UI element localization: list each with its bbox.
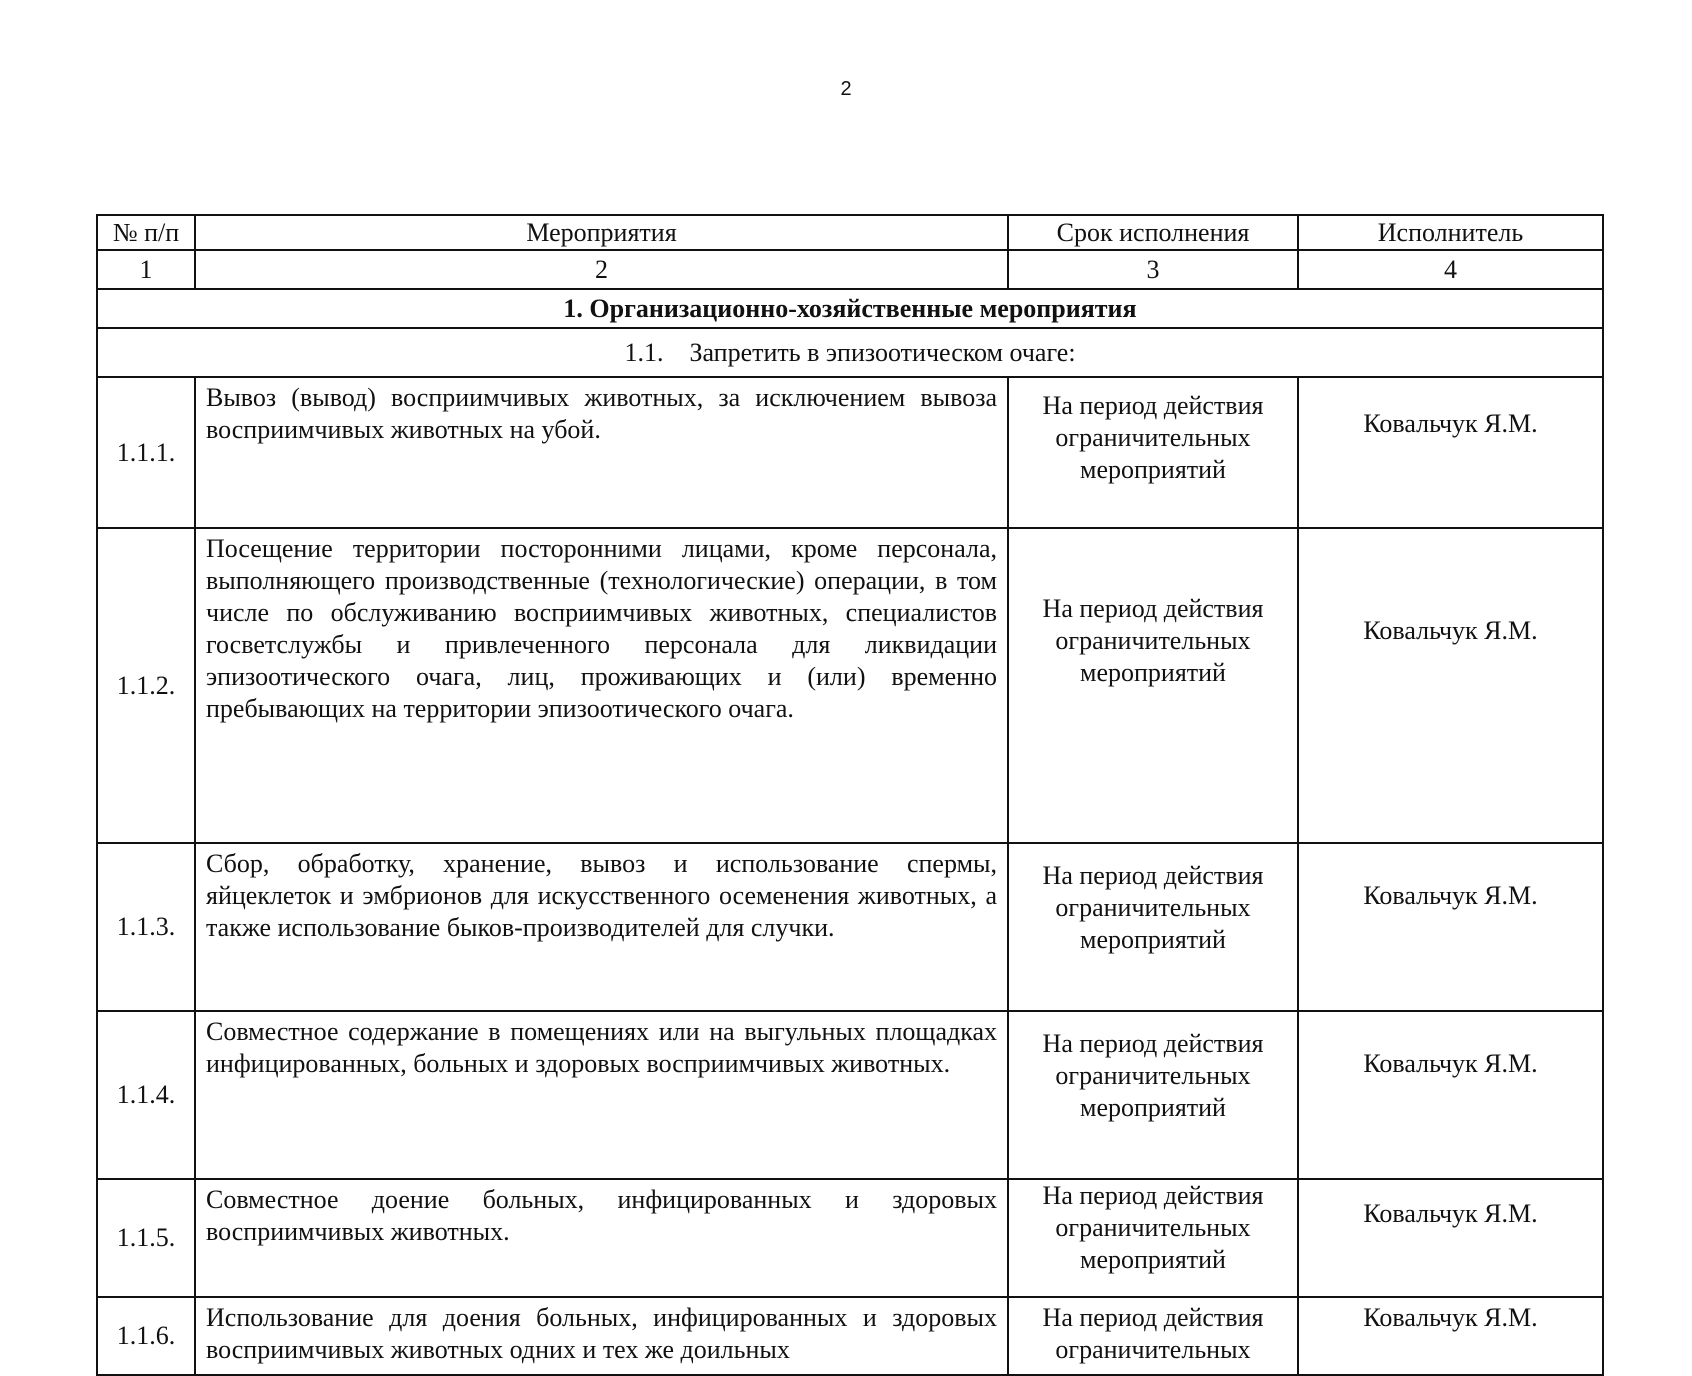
- row-deadline: На период действия ограничительных: [1008, 1297, 1298, 1375]
- section-title: 1. Организационно-хозяйственные мероприятия: [97, 289, 1603, 328]
- column-number: 3: [1008, 250, 1298, 289]
- row-measure: Совместное доение больных, инфицированных и здоровых восприимчивых животных.: [195, 1179, 1008, 1297]
- row-executor: Ковальчук Я.М.: [1298, 377, 1603, 528]
- column-number: 4: [1298, 250, 1603, 289]
- table-row: [97, 1011, 1603, 1179]
- page-number: 2: [840, 78, 852, 100]
- row-measure: Сбор, обработку, хранение, вывоз и использование спермы, яйцеклеток и эмбрионов для искусственного осеменения животных, а также использование быков-производителей для случки.: [195, 843, 1008, 1011]
- header-measures: Мероприятия: [195, 215, 1008, 250]
- measures-table: [96, 214, 1604, 1376]
- table-row: [97, 843, 1603, 1011]
- row-number: 1.1.3.: [97, 843, 195, 1011]
- column-number: 2: [195, 250, 1008, 289]
- row-number: 1.1.1.: [97, 377, 195, 528]
- row-deadline: На период действия ограничительных мероприятий: [1008, 843, 1298, 1011]
- row-deadline: На период действия ограничительных мероприятий: [1008, 1011, 1298, 1179]
- subsection-cell: [97, 328, 1603, 377]
- section-row: [97, 289, 1603, 328]
- column-numbers-row: [97, 250, 1603, 289]
- row-deadline: На период действия ограничительных мероприятий: [1008, 528, 1298, 843]
- table-row: [97, 528, 1603, 843]
- subsection-row: [97, 328, 1603, 377]
- subsection-title: Запретить в эпизоотическом очаге:: [689, 337, 1076, 367]
- header-deadline: Срок исполнения: [1008, 215, 1298, 250]
- table-row: [97, 1297, 1603, 1375]
- row-executor: Ковальчук Я.М.: [1298, 1297, 1603, 1375]
- row-number: 1.1.4.: [97, 1011, 195, 1179]
- row-measure: Совместное содержание в помещениях или на выгульных площадках инфицированных, больных и здоровых восприимчивых животных.: [195, 1011, 1008, 1179]
- row-executor: Ковальчук Я.М.: [1298, 843, 1603, 1011]
- header-number: № п/п: [97, 215, 195, 250]
- row-executor: Ковальчук Я.М.: [1298, 528, 1603, 843]
- table-row: [97, 377, 1603, 528]
- header-executor: Исполнитель: [1298, 215, 1603, 250]
- row-measure: Использование для доения больных, инфицированных и здоровых восприимчивых животных одних и тех же доильных: [195, 1297, 1008, 1375]
- row-number: 1.1.6.: [97, 1297, 195, 1375]
- subsection-number: 1.1.: [624, 337, 664, 367]
- table-header-row: [97, 215, 1603, 250]
- row-deadline: На период действия ограничительных мероприятий: [1008, 377, 1298, 528]
- row-deadline: На период действия ограничительных мероприятий: [1008, 1179, 1298, 1297]
- row-number: 1.1.2.: [97, 528, 195, 843]
- table-row: [97, 1179, 1603, 1297]
- row-measure: Посещение территории посторонними лицами, кроме персонала, выполняющего производственные (технологические) операции, в том числе по обслуживанию восприимчивых животных, специалистов госветслужбы и привлеченного персонала для ликвидации эпизоотического очага, лиц, проживающих и (или) временно пребывающих на территории эпизоотического очага.: [195, 528, 1008, 843]
- row-executor: Ковальчук Я.М.: [1298, 1179, 1603, 1297]
- row-executor: Ковальчук Я.М.: [1298, 1011, 1603, 1179]
- column-number: 1: [97, 250, 195, 289]
- row-number: 1.1.5.: [97, 1179, 195, 1297]
- row-measure: Вывоз (вывод) восприимчивых животных, за исключением вывоза восприимчивых животных на убой.: [195, 377, 1008, 528]
